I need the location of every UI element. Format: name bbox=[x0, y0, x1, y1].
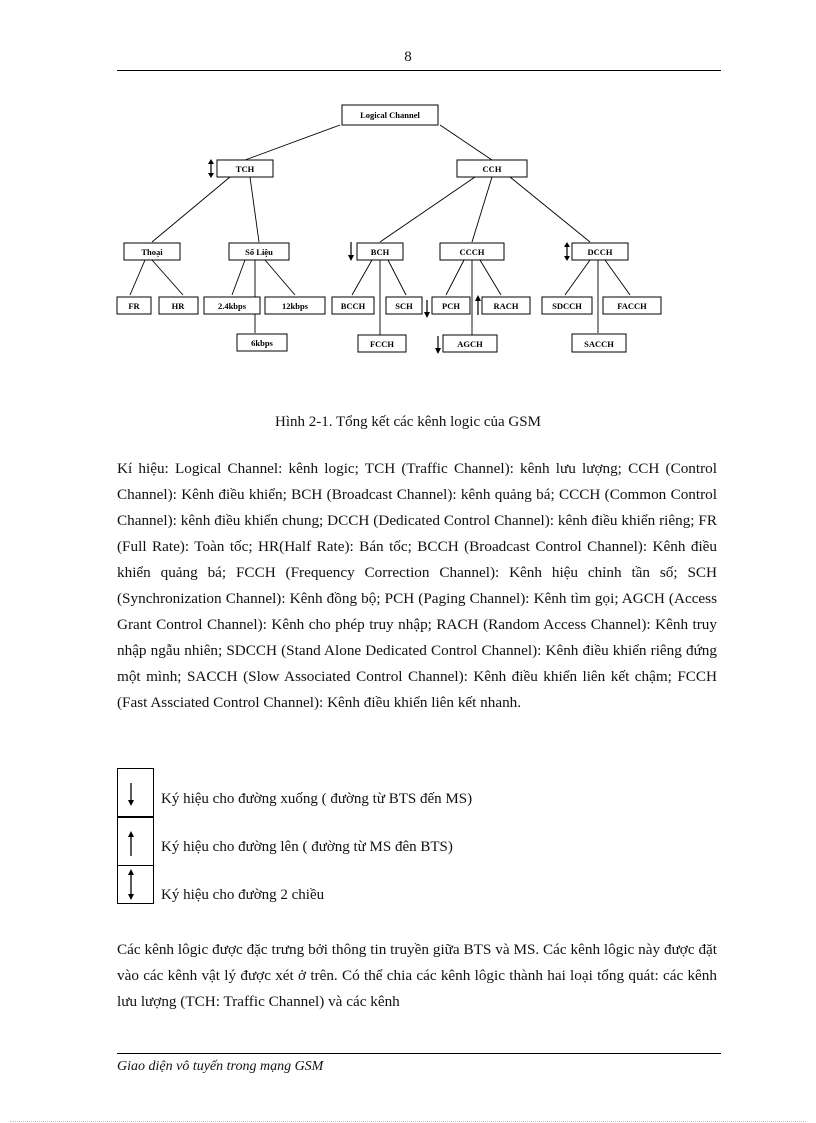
logical-channel-diagram bbox=[100, 95, 700, 365]
node-fr bbox=[117, 297, 151, 314]
node-sch bbox=[386, 297, 422, 314]
node-label: BCCH bbox=[340, 301, 366, 311]
diagram-nodes bbox=[117, 105, 661, 352]
node-fcch bbox=[358, 335, 406, 352]
legend-both-label: Ký hiệu cho đường 2 chiều bbox=[161, 887, 325, 903]
node-label: DCCH bbox=[587, 247, 613, 257]
node-label: TCH bbox=[235, 164, 255, 174]
node-label: 6kbps bbox=[251, 338, 273, 348]
legend-both-box bbox=[117, 865, 154, 904]
node-hr bbox=[159, 297, 198, 314]
legend-up-box bbox=[117, 817, 154, 865]
legend-down-box bbox=[117, 768, 154, 817]
node-cch bbox=[457, 160, 527, 177]
node-2-4kbps bbox=[204, 297, 260, 314]
node-solieu bbox=[229, 243, 289, 260]
node-rach bbox=[482, 297, 530, 314]
figure-caption: Hình 2-1. Tổng kết các kênh logic của GSM bbox=[275, 414, 541, 430]
node-label: PCH bbox=[442, 301, 460, 311]
node-bcch bbox=[332, 297, 374, 314]
node-12kbps bbox=[265, 297, 325, 314]
node-agch bbox=[443, 335, 497, 352]
node-sdcch bbox=[542, 297, 592, 314]
node-label: AGCH bbox=[457, 339, 483, 349]
paragraph-abbreviations: Kí hiệu: Logical Channel: kênh logic; TCH (Traffic Channel): kênh lưu lượng; CCH (Control Channel): Kênh điều khiển; BCH (Broadcast Channel): kênh quảng bá; CCCH (Common Control Channel): kênh điều khiển chung; DCCH (Dedicated Control Channel): kênh điều khiển riêng; FR (Full Rate): Toàn tốc; HR(Half Rate): Bán tốc; BCCH (Broadcast Control Channel): Kênh điều khiển quảng bá; FCCH (Frequency Correction Channel): Kênh hiệu chỉnh tần số; SCH (Synchronization Channel): Kênh đồng bộ; PCH (Paging Channel): Kênh tìm gọi; AGCH (Access Grant Control Channel): Kênh cho phép truy nhập; RACH (Random Access Channel): Kênh truy nhập ngẫu nhiên; SDCCH (Stand Alone Dedicated Control Channel): Kênh điều khiển riêng đứng một mình; SACCH (Slow Associated Control Channel): Kênh điều khiển liên kết chậm; FCCH (Fast Assciated Control Channel): Kênh điều khiển liên kết nhanh. bbox=[117, 460, 717, 711]
node-tch bbox=[217, 160, 273, 177]
header-rule bbox=[117, 70, 721, 71]
node-label: FR bbox=[128, 301, 140, 311]
node-dcch bbox=[572, 243, 628, 260]
node-label: SCH bbox=[395, 301, 413, 311]
node-label: FCCH bbox=[369, 339, 395, 349]
node-label: BCH bbox=[370, 247, 390, 257]
node-label: 2.4kbps bbox=[217, 301, 247, 311]
legend-up-label: Ký hiệu cho đường lên ( đường từ MS đên BTS) bbox=[161, 839, 453, 855]
node-label: SACCH bbox=[584, 339, 614, 349]
up-arrow-icon bbox=[118, 818, 153, 858]
node-label: Số Liệu bbox=[245, 247, 273, 257]
node-label: Logical Channel bbox=[360, 110, 420, 120]
footer-rule bbox=[117, 1053, 721, 1054]
page-edge bbox=[10, 1121, 806, 1122]
footer-text: Giao diện vô tuyến trong mạng GSM bbox=[117, 1059, 324, 1074]
node-label: SDCCH bbox=[552, 301, 582, 311]
legend-down-label: Ký hiệu cho đường xuống ( đường từ BTS đến MS) bbox=[161, 791, 473, 807]
node-label: CCCH bbox=[459, 247, 485, 257]
node-6kbps bbox=[237, 334, 287, 351]
node-label: RACH bbox=[493, 301, 519, 311]
paragraph-logical-channels: Các kênh lôgic được đặc trưng bởi thông tin truyền giữa BTS và MS. Các kênh lôgic này được đặt vào các kênh vật lý được xét ở trên. Có thể chia các kênh lôgic thành hai loại tổng quát: các kênh lưu lượng (TCH: Traffic Channel) và các kênh bbox=[117, 941, 717, 1010]
bidirectional-arrow-icon bbox=[118, 866, 153, 903]
node-label: FACCH bbox=[617, 301, 647, 311]
node-facch bbox=[603, 297, 661, 314]
node-thoai bbox=[124, 243, 180, 260]
node-label: HR bbox=[171, 301, 185, 311]
node-label: CCH bbox=[482, 164, 502, 174]
node-ccch bbox=[440, 243, 504, 260]
node-sacch bbox=[572, 334, 626, 352]
node-label: Thoại bbox=[141, 247, 163, 257]
down-arrow-icon bbox=[118, 769, 153, 816]
node-logical-channel bbox=[342, 105, 438, 125]
node-pch bbox=[432, 297, 470, 314]
node-label: 12kbps bbox=[282, 301, 308, 311]
page-number: 8 bbox=[404, 49, 412, 65]
node-bch bbox=[357, 243, 403, 260]
